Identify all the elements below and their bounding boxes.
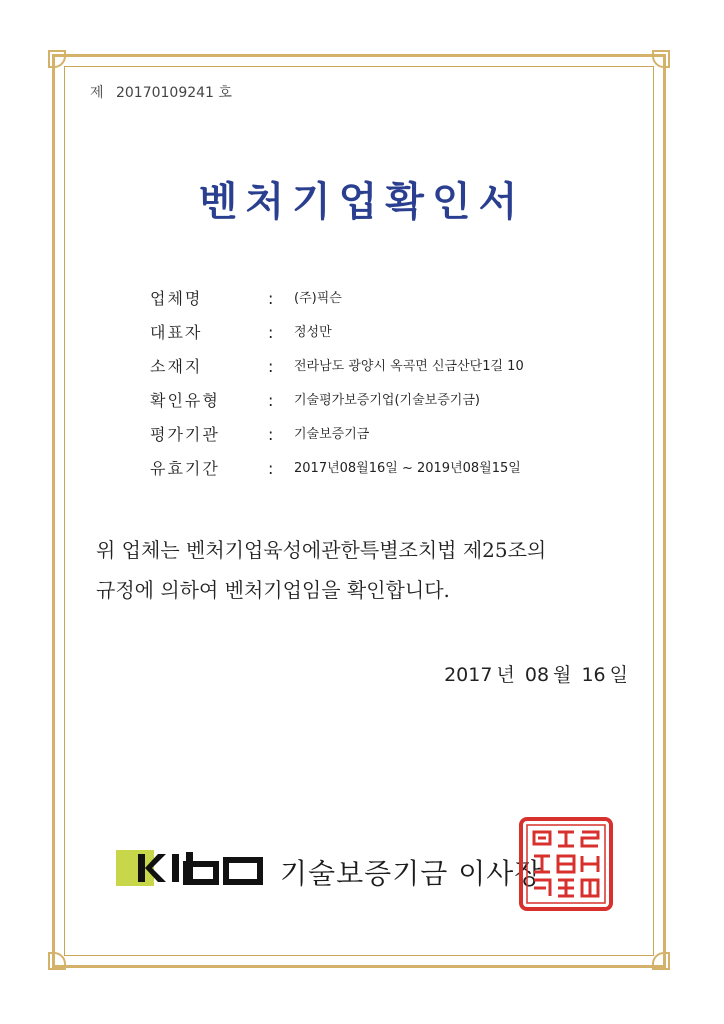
field-value: 기술보증기금 (294, 427, 370, 442)
date-month-unit: 월 (553, 664, 572, 686)
statement-line-2: 규정에 의하여 벤처기업임을 확인합니다. (96, 578, 450, 602)
field-colon: : (268, 357, 274, 376)
field-value: 전라남도 광양시 옥곡면 신금산단1길 10 (294, 359, 524, 374)
field-colon: : (268, 391, 274, 410)
seal-stamp-icon (518, 816, 614, 912)
field-representative (150, 316, 630, 350)
issue-prefix: 제 (90, 85, 104, 101)
field-colon: : (268, 459, 274, 478)
field-confirmation-type (150, 384, 630, 418)
field-validity-period (150, 452, 630, 486)
field-label: 평가기관 (150, 425, 220, 444)
kibo-logo-mark (116, 850, 266, 886)
official-seal (518, 816, 614, 912)
info-fields (150, 282, 630, 486)
confirmation-statement (96, 530, 656, 610)
field-evaluation-agency (150, 418, 630, 452)
date-day-unit: 일 (609, 664, 628, 686)
issue-suffix: 호 (218, 85, 232, 101)
field-label: 소재지 (150, 357, 203, 376)
field-label: 유효기간 (150, 459, 220, 478)
field-label: 대표자 (150, 323, 203, 342)
field-label: 확인유형 (150, 391, 220, 410)
field-colon: : (268, 323, 274, 342)
issue-number (90, 82, 232, 102)
field-value: (주)픽슨 (294, 291, 342, 306)
field-label: 업체명 (150, 289, 203, 308)
field-value: 기술평가보증기업(기술보증기금) (294, 393, 480, 408)
kibo-logo (116, 850, 266, 886)
issue-number-value: 20170109241 (115, 85, 214, 101)
date-month: 08 (524, 664, 550, 686)
field-value: 2017년08월16일 ~ 2019년08월15일 (294, 461, 521, 476)
field-company-name (150, 282, 630, 316)
statement-line-1: 위 업체는 벤처기업육성에관한특별조치법 제25조의 (96, 538, 547, 562)
corner-ornament (652, 952, 670, 970)
date-year-unit: 년 (496, 664, 515, 686)
field-colon: : (268, 289, 274, 308)
issuer-name: 기술보증기금 이사장 (280, 857, 543, 890)
field-colon: : (268, 425, 274, 444)
document-title: 벤처기업확인서 (198, 178, 526, 225)
issue-date (440, 660, 628, 687)
field-value: 정성만 (294, 325, 332, 340)
date-year: 2017 (444, 664, 493, 686)
field-address (150, 350, 630, 384)
date-day: 16 (581, 664, 606, 686)
